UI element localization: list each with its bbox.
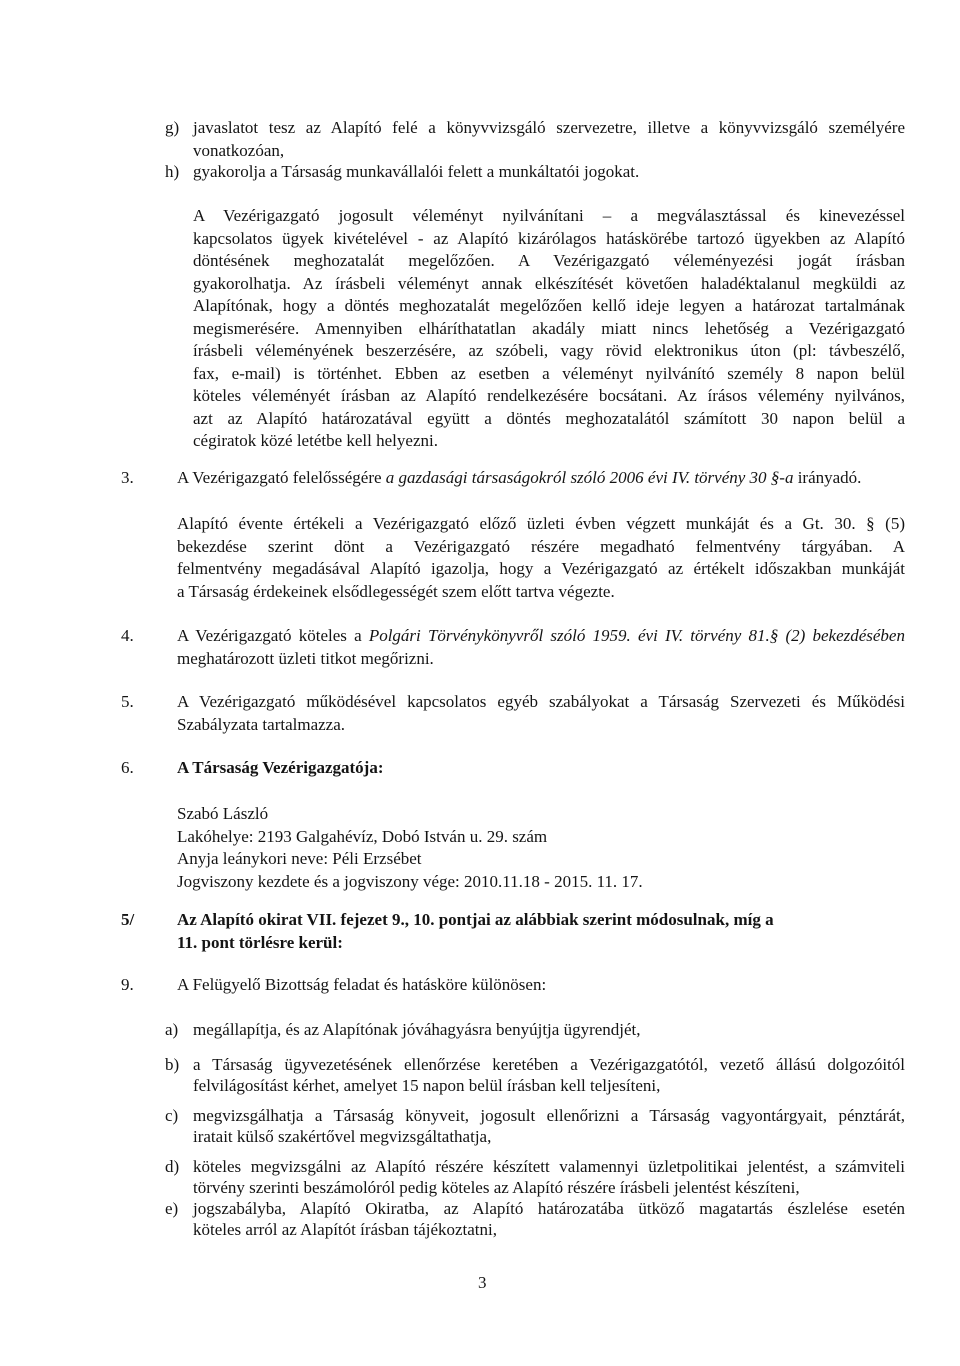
list-item-c-line: iratait külső szakértővel megvizsgáltathatja, bbox=[193, 1127, 492, 1146]
section-5-text bbox=[177, 691, 905, 736]
list-item-b-line: felvilágosítást kérhet, amelyet 15 napon belül írásban kell teljesíteni, bbox=[193, 1076, 661, 1095]
list-item-e-line: jogszabályba, Alapító Okiratba, az Alapító határozatába ütköző magatartás észlelése esetén bbox=[193, 1199, 905, 1218]
section-9-number: 9. bbox=[121, 975, 134, 994]
paragraph-line: fax, e-mail) is történhet. Ebben az esetben a véleményt nyilvánító személy 8 napon belül bbox=[193, 363, 905, 383]
section-6-number: 6. bbox=[121, 758, 134, 777]
section-4-number: 4. bbox=[121, 626, 134, 645]
paragraph-line: Alapító évente értékeli a Vezérigazgató előző üzleti évben végzett munkáját és a Gt. 30. § (5) bbox=[177, 514, 905, 533]
paragraph-line: döntésének meghozatalát megelőzően. A Vezérigazgató véleményezési jogát írásban bbox=[193, 251, 905, 270]
paragraph-line: Alapítónak, hogy a döntés meghozatalát megelőzően kellő ideje legyen a határozat tartalmának bbox=[193, 296, 905, 315]
amendment-number-text: 5/ bbox=[121, 910, 135, 929]
ceo-term: Jogviszony kezdete és a jogviszony vége: 2010.11.18 - 2015. 11. 17. bbox=[177, 871, 643, 891]
paragraph-line: a Társaság érdekeinek elsődlegességét szem előtt tartva végezte. bbox=[177, 581, 615, 601]
paragraph-line: cégiratok közé letétbe kell helyezni. bbox=[193, 431, 438, 450]
section-9-intro: A Felügyelő Bizottság feladat és hatásköre különösen: bbox=[177, 975, 547, 994]
list-item-e bbox=[193, 1198, 905, 1240]
list-item-d-line: köteles megvizsgálni az Alapító részére készített valamennyi üzletpolitikai jelentést, a számviteli bbox=[193, 1157, 905, 1176]
list-item-g-line: javaslatot tesz az Alapító felé a könyvvizsgáló szervezetre, illetve a könyvvizsgáló személyére bbox=[193, 118, 905, 137]
section-6-heading bbox=[177, 757, 384, 780]
list-label-d: d) bbox=[165, 1157, 180, 1176]
list-label-h: h) bbox=[165, 162, 180, 181]
list-item-c bbox=[193, 1105, 905, 1147]
paragraph-line: megismerésére. Amennyiben elháríthatatlan akadály miatt nincs lehetőség a Vezérigazgató bbox=[193, 318, 905, 338]
list-item-a: megállapítja, és az Alapítónak jóváhagyásra benyújtja ügyrendjét, bbox=[193, 1020, 641, 1039]
ceo-mother-name: Anyja leánykori neve: Péli Erzsébet bbox=[177, 849, 422, 868]
list-item-b-line: a Társaság ügyvezetésének ellenőrzése keretében a Vezérigazgatótól, vezető állású dolgozóitól bbox=[193, 1055, 905, 1074]
list-item-c-line: megvizsgálhatja a Társaság könyveit, jogosult ellenőrizni a Társaság vagyontárgyait, pénztárát, bbox=[193, 1106, 905, 1125]
list-item-g bbox=[193, 117, 905, 162]
list-label-a: a) bbox=[165, 1020, 179, 1039]
paragraph-line: felmentvény megadásával Alapító igazolja, hogy a Vezérigazgató az értékelt időszakban munkáját bbox=[177, 559, 905, 578]
paragraph-line: kapcsolatos ügyek kivételével - az Alapító kizárólagos hatáskörébe tartozó ügyekben az Alapító bbox=[193, 228, 905, 248]
section-6-heading-text: A Társaság Vezérigazgatója: bbox=[177, 758, 384, 777]
list-item-h: gyakorolja a Társaság munkavállalói felett a munkáltatói jogokat. bbox=[193, 162, 640, 181]
section-5-line: Szabályzata tartalmazza. bbox=[177, 714, 345, 734]
list-label-b: b) bbox=[165, 1055, 180, 1074]
section-3-paragraph bbox=[177, 513, 905, 603]
list-item-d-line: törvény szerinti beszámolóról pedig köteles az Alapító részére írásbeli jelentést készíteni, bbox=[193, 1178, 800, 1197]
section-4-text bbox=[177, 625, 905, 670]
page-number: 3 bbox=[478, 1273, 487, 1292]
paragraph-line: bekezdése szerint dönt a Vezérigazgató részére megadható felmentvény tárgyában. A bbox=[177, 536, 905, 556]
paragraph-line: A Vezérigazgató jogosult véleményt nyilvánítani – a megválasztással és kinevezéssel bbox=[193, 206, 905, 225]
section-3-law-reference: a gazdasági társaságokról szóló 2006 évi IV. törvény 30 §-a bbox=[385, 468, 794, 487]
list-item-g-line: vonatkozóan, bbox=[193, 140, 285, 160]
section-5-number: 5. bbox=[121, 692, 134, 711]
paragraph-line: írásbeli véleményének beszerzésére, az szóbeli, vagy rövid elektronikus úton (pl: távbeszélő, bbox=[193, 341, 905, 360]
ceo-name: Szabó László bbox=[177, 804, 269, 823]
list-label-g: g) bbox=[165, 118, 180, 137]
list-item-d bbox=[193, 1156, 905, 1198]
amendment-number bbox=[121, 909, 134, 932]
amendment-line: 11. pont törlésre kerül: bbox=[177, 932, 343, 952]
paragraph-line: gyakorolhatja. Az írásbeli véleményt annak elkészítését követően haladéktalanul megküldi az bbox=[193, 273, 905, 293]
list-item-e-line: köteles arról az Alapítót írásban tájékoztatni, bbox=[193, 1220, 497, 1239]
section-3-text-before: A Vezérigazgató felelősségére bbox=[177, 468, 386, 487]
amendment-line: Az Alapító okirat VII. fejezet 9., 10. pontjai az alábbiak szerint módosulnak, míg a bbox=[177, 910, 774, 929]
ceo-details bbox=[177, 803, 643, 893]
paragraph-line: azt az Alapító határozatával együtt a döntés meghozatalától számított 30 napon belül a bbox=[193, 408, 905, 428]
list-label-c: c) bbox=[165, 1106, 179, 1125]
section-3-number: 3. bbox=[121, 468, 134, 487]
ceo-opinion-paragraph bbox=[193, 205, 905, 453]
section-4-line bbox=[177, 625, 905, 648]
amendment-text bbox=[177, 909, 774, 954]
paragraph-line: köteles véleményét írásban az Alapító rendelkezésére bocsátani. Az írásos vélemény nyilvános, bbox=[193, 386, 905, 405]
section-3-text-after: irányadó. bbox=[793, 468, 862, 487]
section-4-text-before: A Vezérigazgató köteles a bbox=[177, 626, 369, 645]
list-label-e: e) bbox=[165, 1199, 179, 1218]
section-5-line: A Vezérigazgató működésével kapcsolatos egyéb szabályokat a Társaság Szervezeti és Működési bbox=[177, 692, 905, 711]
section-4-law-reference: Polgári Törvénykönyvről szóló 1959. évi IV. törvény 81.§ (2) bekezdésében bbox=[368, 626, 905, 645]
list-item-b bbox=[193, 1054, 905, 1096]
ceo-residence: Lakóhelye: 2193 Galgahévíz, Dobó István u. 29. szám bbox=[177, 826, 548, 846]
section-4-line: meghatározott üzleti titkot megőrizni. bbox=[177, 648, 434, 668]
section-3-text bbox=[177, 467, 861, 490]
